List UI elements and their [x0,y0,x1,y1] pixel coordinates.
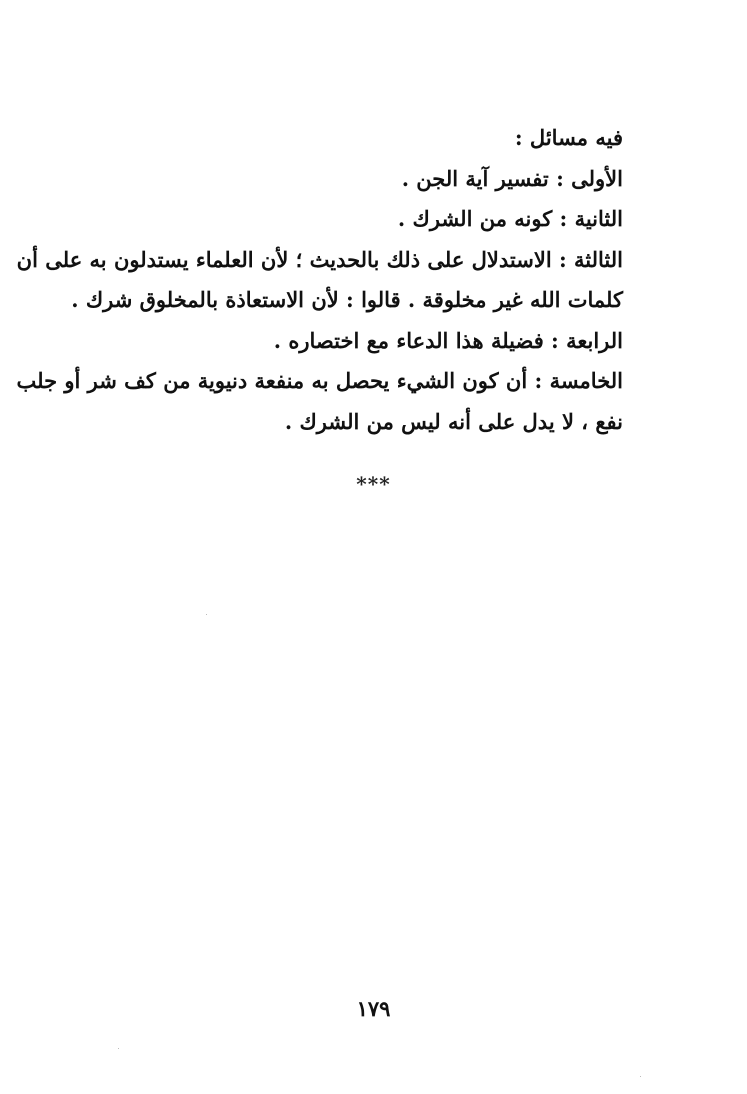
scan-speck [206,614,207,615]
section-separator: *** [356,472,391,496]
line-issue-5-cont: نفع ، لا يدل على أنه ليس من الشرك . [284,408,623,434]
scan-speck [118,1048,119,1049]
line-issue-1: الأولى : تفسير آية الجن . [401,165,623,191]
line-issue-2: الثانية : كونه من الشرك . [397,206,623,231]
line-issue-3-cont: كلمات الله غير مخلوقة . قالوا : لأن الاستعاذة بالمخلوق شرك . [71,287,623,312]
line-intro: فيه مسائل : [514,125,623,150]
scan-speck [640,1076,641,1077]
line-issue-5: الخامسة : أن كون الشيء يحصل به منفعة دنيوية من كف شر أو جلب [16,368,623,393]
body-text [16,118,623,442]
page-number: ١٧٩ [356,996,391,1021]
line-issue-4: الرابعة : فضيلة هذا الدعاء مع اختصاره . [273,327,623,353]
line-issue-3: الثالثة : الاستدلال على ذلك بالحديث ؛ لأن العلماء يستدلون به على أن [16,246,623,272]
